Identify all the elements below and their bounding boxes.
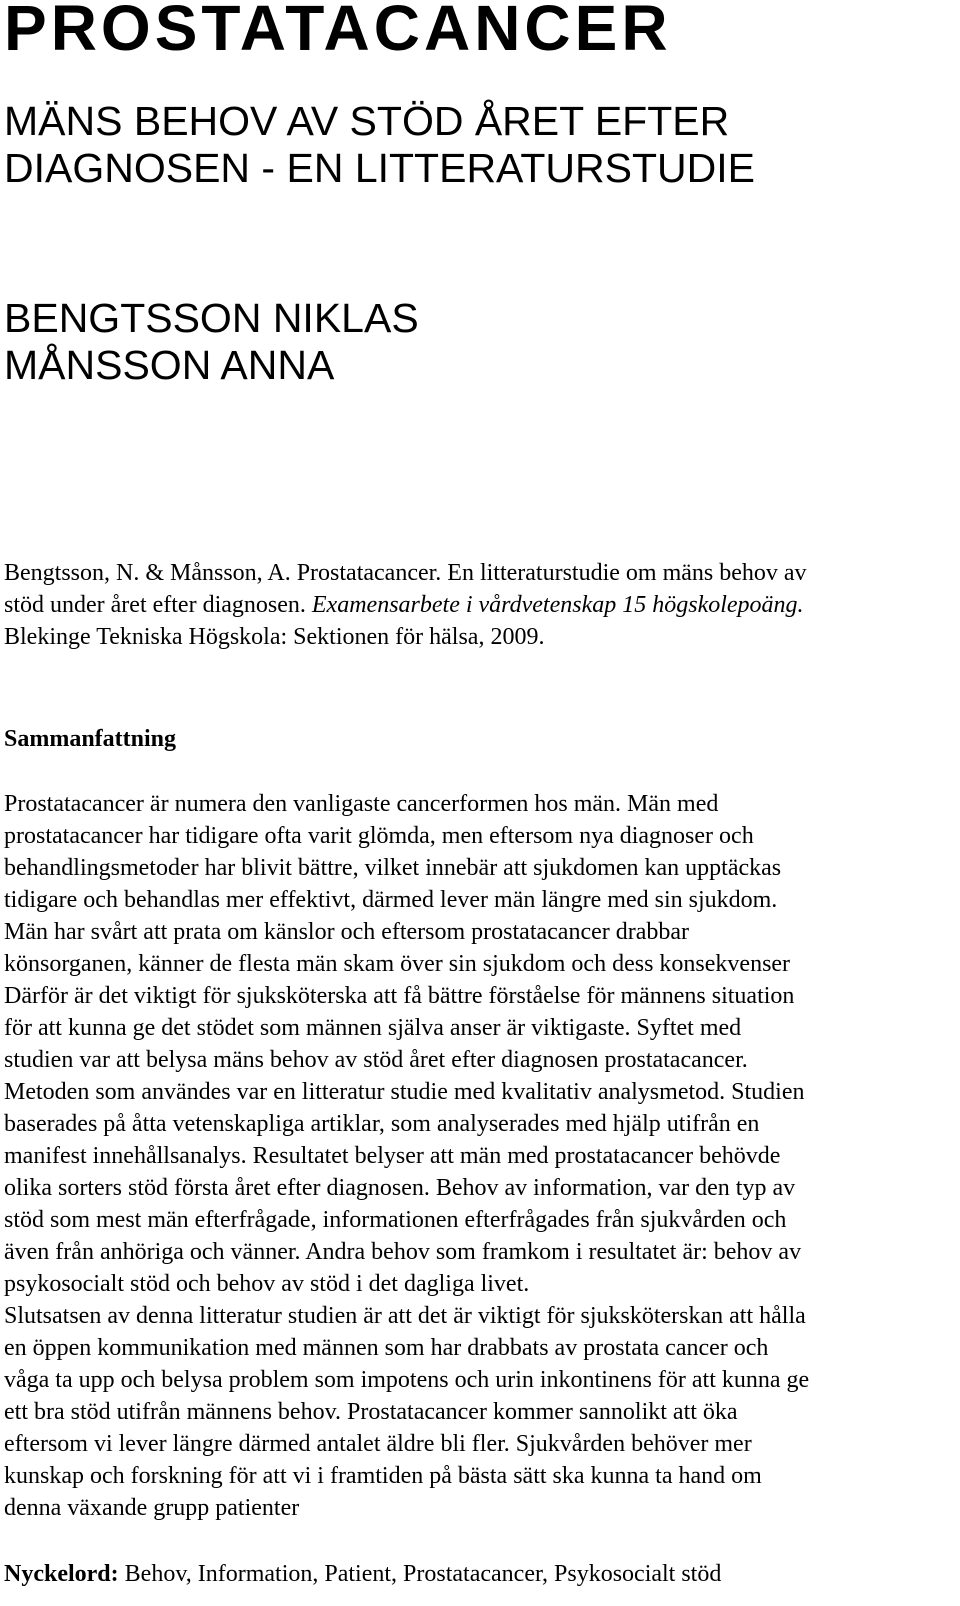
abstract-line: även från anhöriga och vänner. Andra behov som framkom i resultatet är: behov av — [4, 1239, 802, 1265]
subtitle-line: DIAGNOSEN - EN LITTERATURSTUDIE — [4, 145, 755, 191]
abstract-line: tidigare och behandlas mer effektivt, därmed lever män längre med sin sjukdom. — [4, 887, 778, 913]
abstract-line: psykosocialt stöd och behov av stöd i det dagliga livet. — [4, 1271, 530, 1297]
abstract-line: manifest innehållsanalys. Resultatet belyser att män med prostatacancer behövde — [4, 1143, 781, 1169]
abstract-line: Metoden som användes var en litteratur studie med kvalitativ analysmetod. Studien — [4, 1079, 805, 1105]
citation-text: stöd under året efter diagnosen. — [4, 592, 312, 618]
abstract-line: eftersom vi lever längre därmed antalet äldre bli fler. Sjukvården behöver mer — [4, 1431, 752, 1457]
citation-line: Bengtsson, N. & Månsson, A. Prostatacancer. En litteraturstudie om mäns behov av — [4, 560, 807, 586]
abstract-line: våga ta upp och belysa problem som impotens och urin inkontinens för att kunna ge — [4, 1367, 810, 1393]
abstract-line: stöd som mest män efterfrågade, informationen efterfrågades från sjukvården och — [4, 1207, 787, 1233]
citation-line: Blekinge Tekniska Högskola: Sektionen för hälsa, 2009. — [4, 624, 545, 650]
abstract-line: prostatacancer har tidigare ofta varit glömda, men eftersom nya diagnoser och — [4, 823, 754, 849]
abstract-line: denna växande grupp patienter — [4, 1495, 300, 1521]
abstract-line: behandlingsmetoder har blivit bättre, vilket innebär att sjukdomen kan upptäckas — [4, 855, 782, 881]
document-subtitle — [4, 98, 755, 192]
abstract-line: könsorganen, känner de flesta män skam över sin sjukdom och dess konsekvenser — [4, 951, 791, 977]
citation-italic-text: Examensarbete i vårdvetenskap 15 högskolepoäng. — [311, 592, 804, 618]
abstract-line: kunskap och forskning för att vi i framtiden på bästa sätt ska kunna ta hand om — [4, 1463, 762, 1489]
abstract-line: studien var att belysa mäns behov av stöd året efter diagnosen prostatacancer. — [4, 1047, 748, 1073]
abstract-line: ett bra stöd utifrån männens behov. Prostatacancer kommer sannolikt att öka — [4, 1399, 738, 1425]
abstract-body — [4, 788, 956, 1524]
keywords-label: Nyckelord: — [4, 1561, 119, 1587]
abstract-line: en öppen kommunikation med männen som har drabbats av prostata cancer och — [4, 1335, 769, 1361]
abstract-line: Slutsatsen av denna litteratur studien är att det är viktigt för sjuksköterskan att hålla — [4, 1303, 806, 1329]
abstract-line: baserades på åtta vetenskapliga artiklar, som analyserades med hjälp utifrån en — [4, 1111, 760, 1137]
citation-line — [4, 589, 954, 621]
subtitle-line: MÄNS BEHOV AV STÖD ÅRET EFTER — [4, 98, 730, 144]
abstract-heading: Sammanfattning — [4, 726, 177, 752]
citation — [4, 557, 954, 653]
abstract-line: Prostatacancer är numera den vanligaste cancerformen hos män. Män med — [4, 791, 719, 817]
abstract-line: olika sorters stöd första året efter diagnosen. Behov av information, var den typ av — [4, 1175, 796, 1201]
author-list — [4, 295, 419, 389]
abstract-line: för att kunna ge det stödet som männen själva anser är viktigaste. Syftet med — [4, 1015, 742, 1041]
abstract-line: Män har svårt att prata om känslor och eftersom prostatacancer drabbar — [4, 919, 690, 945]
keywords-value: Behov, Information, Patient, Prostatacancer, Psykosocialt stöd — [118, 1561, 722, 1587]
author-name: BENGTSSON NIKLAS — [4, 295, 419, 341]
document-title: PROSTATACANCER — [4, 0, 672, 64]
author-name: MÅNSSON ANNA — [4, 342, 335, 388]
abstract-line: Därför är det viktigt för sjuksköterska att få bättre förståelse för männens situation — [4, 983, 795, 1009]
keywords — [4, 1558, 721, 1590]
